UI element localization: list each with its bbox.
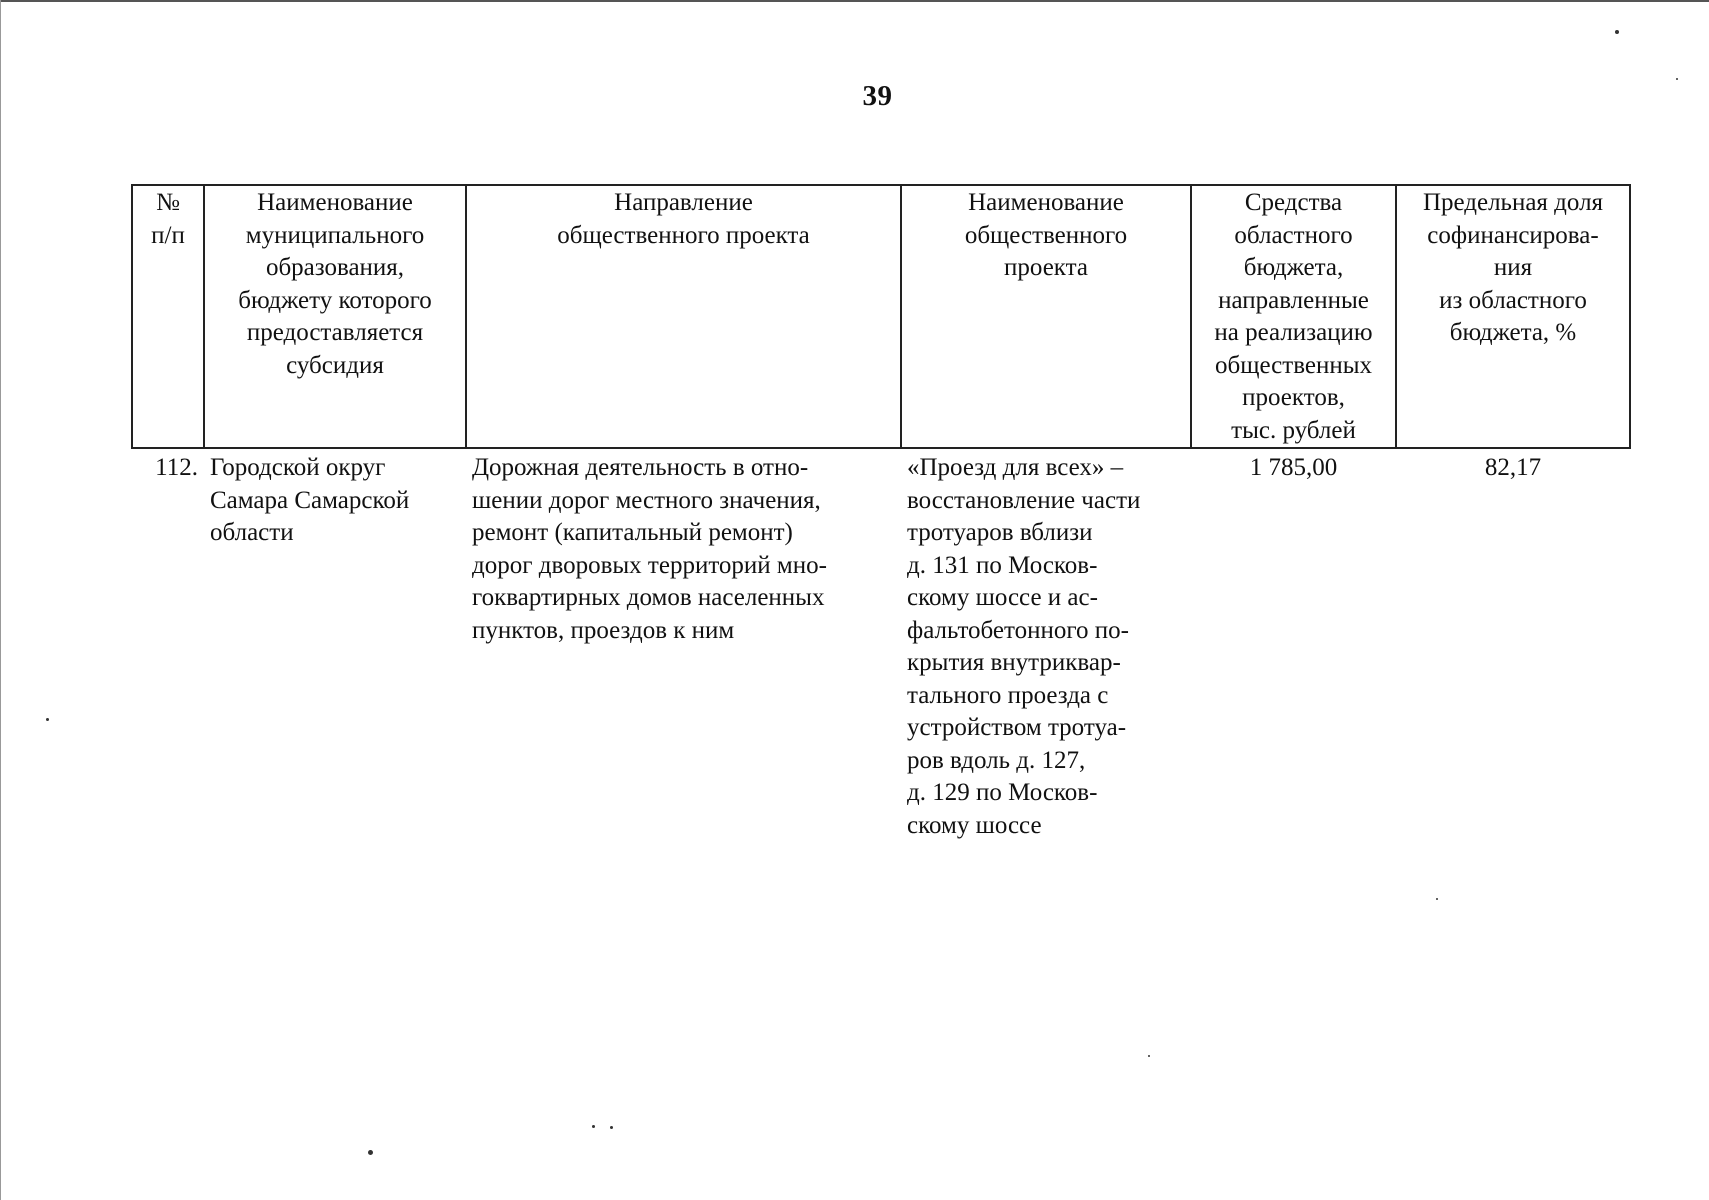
subsidy-table <box>131 184 1631 842</box>
row-number: 112. <box>155 454 198 481</box>
scan-speck <box>1676 78 1678 80</box>
scan-speck <box>592 1125 595 1128</box>
header-funds: Средства областного бюджета, направленные на реализацию общественных проектов, тыс. рублей <box>1191 185 1396 448</box>
scan-edge-top <box>0 0 1709 2</box>
scan-edge-left <box>0 0 1 1200</box>
row-direction: Дорожная деятельность в отно- шении дорог местного значения, ремонт (капитальный ремонт) дорог дворовых территорий мно- гоквартирных домов населенных пунктов, проездов к ним <box>472 454 827 644</box>
scan-speck <box>46 718 49 721</box>
row-project-name: «Проезд для всех» – восстановление части тротуаров вблизи д. 131 по Москов- скому шоссе и ас- фальтобетонного по- крытия внутриквар- тального проезда с устройством тротуа- ров вдоль д. 127, д. 129 по Москов- скому шоссе <box>907 454 1141 839</box>
header-municipality: Наименование муниципального образования, бюджету которого предоставляется субсидия <box>204 185 466 448</box>
row-share: 82,17 <box>1484 454 1542 481</box>
table-body <box>132 448 1630 842</box>
header-direction: Направление общественного проекта <box>466 185 901 448</box>
scan-speck <box>368 1150 373 1155</box>
row-funds: 1 785,00 <box>1249 454 1338 481</box>
table-header <box>132 185 1630 448</box>
row-municipality: Городской округ Самара Самарской области <box>210 454 410 546</box>
header-project-name: Наименование общественного проекта <box>901 185 1191 448</box>
header-share: Предельная доля софинансирова- ния из областного бюджета, % <box>1396 185 1630 448</box>
page-number: 39 <box>862 80 893 112</box>
scan-speck <box>1615 30 1619 34</box>
scan-speck <box>1436 898 1438 900</box>
scan-speck <box>610 1126 613 1129</box>
table-row <box>132 448 1630 842</box>
header-row <box>132 185 1630 448</box>
scan-speck <box>1148 1055 1150 1057</box>
header-number: № п/п <box>132 185 204 448</box>
